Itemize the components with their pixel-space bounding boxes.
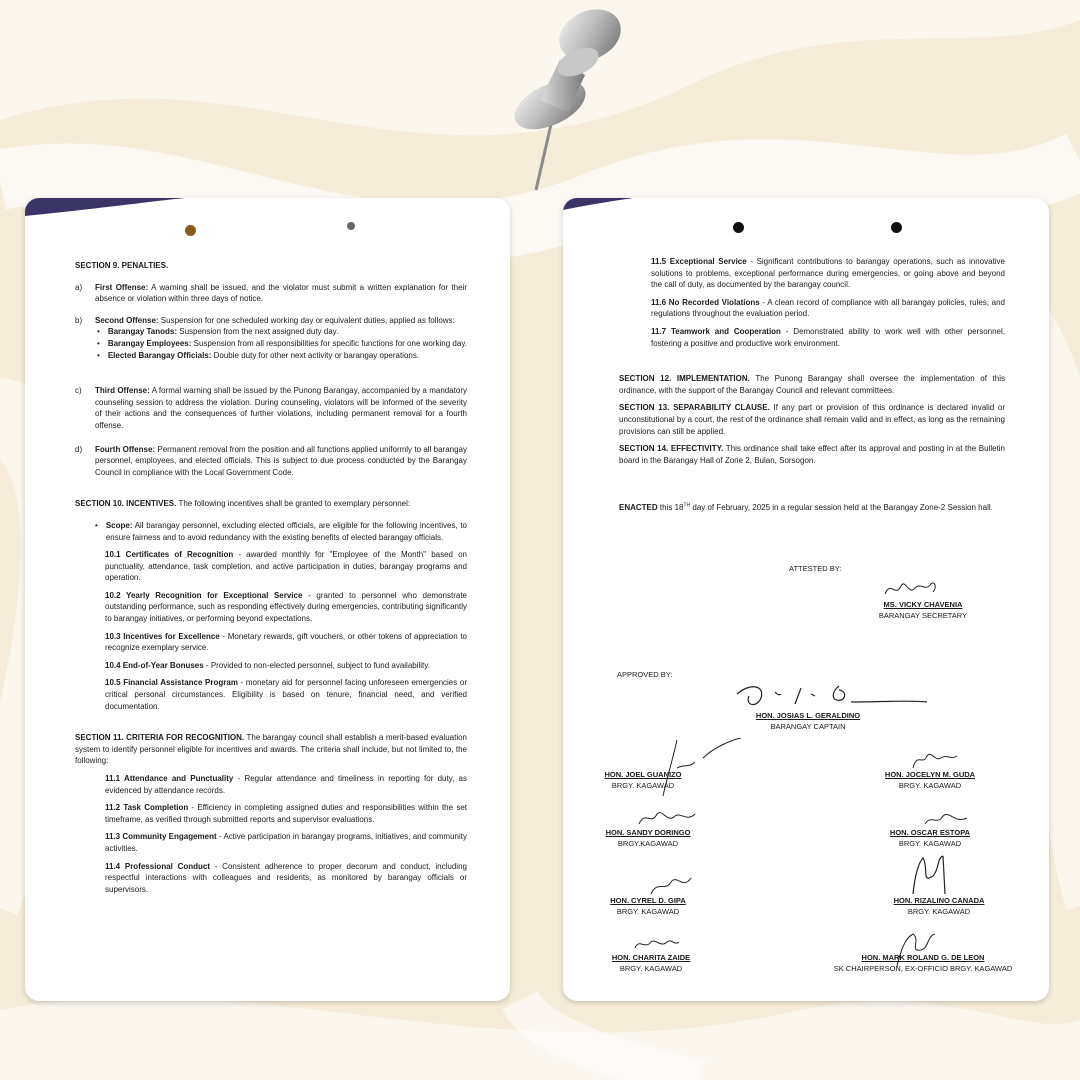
signatory-kagawad: HON. JOCELYN M. GUDA BRGY. KAGAWAD [884,770,976,790]
criteria-item: 11.2 Task Completion - Efficiency in completing assigned duties and responsibilities within the set timeframe, as verified through submitted reports and supervisor evaluations. [105,803,467,824]
list-item: • Barangay Employees: Suspension from all responsibilities for specific functions for one working day. [97,338,467,350]
signatory-kagawad: HON. CHARITA ZAIDE BRGY. KAGAWAD [611,953,691,973]
signature-image [907,854,957,898]
incentive-item: 10.1 Certificates of Recognition - awarded monthly for "Employee of the Month" based on punctuality, attendance, task completion, and active participation in duties, barangay programs and operation. [105,550,467,583]
attested-label: ATTESTED BY: [789,564,842,573]
signatory-kagawad: HON. JOEL GUANIZO BRGY. KAGAWAD [604,770,682,790]
criteria-item: 11.3 Community Engagement - Active participation in barangay programs, initiatives, and community activities. [105,832,467,853]
incentive-item: 10.3 Incentives for Excellence - Monetary rewards, gift vouchers, or other tokens of appreciation to recognize exemplary service. [105,631,467,653]
section-12: SECTION 12. IMPLEMENTATION. The Punong Barangay shall oversee the implementation of this ordinance, with the support of the Barangay Council and relevant committees. [619,374,1005,395]
criteria-item: 11.7 Teamwork and Cooperation - Demonstrated ability to work well with other personnel, fostering a positive and productive work environment. [651,326,1006,348]
signature-image [921,810,971,830]
incentive-item: 10.2 Yearly Recognition for Exceptional Service - granted to personnel who demonstrate outstanding performance, such as responding effectively during emergencies, contributing significantly to barangay initiatives, or performing beyond expectations. [105,590,467,624]
signature-image [909,748,959,772]
document-page-left [25,198,510,1001]
incentive-item: 10.4 End-of-Year Bonuses - Provided to non-elected personnel, subject to fund availability. [105,660,430,670]
left-page-text [75,260,467,895]
section-13: SECTION 13. SEPARABILITY CLAUSE. If any part or provision of this ordinance is declared invalid or unconstitutional by a court, the rest of the ordinance shall remain valid and in effect, as long as the remaining provisions can still be applied. [619,403,1005,436]
list-item: • Elected Barangay Officials: Double duty for other next activity or barangay operations. [97,350,467,362]
section-10: SECTION 10. INCENTIVES. The following incentives shall be granted to exemplary personnel: [75,499,411,509]
criteria-item: 11.5 Exceptional Service - Significant contributions to barangay operations, such as innovative solutions to problems, exceptional performance during emergencies, or going above and beyond the call of duty, as documented by the barangay council. [651,257,1005,290]
offense-item: a) First Offense: A warning shall be issued, and the violator must submit a written explanation for their absence or violation within three days of notice. [75,282,467,304]
approved-label: APPROVED BY: [617,670,673,679]
section-11-title: SECTION 11. CRITERIA FOR RECOGNITION. [75,733,245,743]
signature-image [881,576,941,602]
criteria-item: 11.4 Professional Conduct - Consistent adherence to proper decorum and conduct, including respectful interactions with colleagues and residents, as monitored by barangay officials or supervisors. [105,861,467,894]
criteria-item: 11.6 No Recorded Violations - A clean record of compliance with all barangay policies, rules, and regulations throughout the evaluation period. [651,297,1005,319]
signatory-secretary: MS. VICKY CHAVENIA BARANGAY SECRETARY [878,600,968,620]
section-9-title: SECTION 9. PENALTIES. [75,261,169,270]
offense-item: c) Third Offense: A formal warning shall be issued by the Punong Barangay, accompanied by a mandatory counseling session to address the violation. During counseling, violators will be informed of the severity of their actions and the consequences of further violations, including permanent removal for a fourth offense. [75,386,467,430]
page-tab-decoration [25,198,185,218]
signature-image [637,808,697,830]
criteria-item: 11.1 Attendance and Punctuality - Regular attendance and timeliness in reporting for duty, as evidenced by attendance records. [105,774,468,795]
signatory-kagawad: HON. CYREL D. GIPA BRGY. KAGAWAD [610,896,686,916]
incentive-item: 10.5 Financial Assistance Program - monetary aid for personnel facing unforeseen emergencies or critical personal circumstances. Eligibility is based on tenure, financial need, and verified documentation. [105,678,467,711]
signature-image [631,936,681,954]
section-10-title: SECTION 10. INCENTIVES. [75,499,177,509]
signature-image [731,680,931,710]
signatory-captain: HON. JOSIAS L. GERALDINO BARANGAY CAPTAIN [755,711,861,731]
signatory-kagawad: HON. MARK ROLAND G. DE LEON SK CHAIRPERSON, EX-OFFICIO BRGY. KAGAWAD [833,953,1013,973]
section-14: SECTION 14. EFFECTIVITY. This ordinance shall take effect after its approval and posting in at the Bulletin board in the Barangay Hall of Zone 2, Bulan, Sorsogon. [619,444,1005,465]
document-page-right [563,198,1049,1001]
punch-hole [733,222,744,233]
signatory-kagawad: HON. OSCAR ESTOPA BRGY. KAGAWAD [889,828,971,848]
offense-item: b) Second Offense: Suspension for one scheduled working day or equivalent duties, applied as follows: [75,315,455,325]
punch-hole [185,225,196,236]
punch-hole [891,222,902,233]
pushpin-icon [500,0,630,195]
enacted-line: ENACTED this 18TH day of February, 2025 in a regular session held at the Barangay Zone-2 Session hall. [619,502,993,513]
list-item: • Barangay Tanods: Suspension from the next assigned duty day. [97,326,467,338]
offense-item: d) Fourth Offense: Permanent removal from the position and all functions applied uniformly to all barangay personnel, employees, and elected officials. This is subject to due process conducted by the Barangay Council in compliance with the Local Government Code. [75,444,468,477]
penalty-bullets [77,326,467,361]
punch-hole [347,222,355,230]
scope-item: • Scope: All barangay personnel, excluding elected officials, are eligible for the following incentives, to ensure fairness and to avoid redundancy with the existing benefits of elected barangay officials. [95,520,467,543]
page-tab-decoration [563,198,633,218]
signatory-kagawad: HON. RIZALINO CANADA BRGY. KAGAWAD [893,896,985,916]
right-page-text [619,256,1005,514]
section-11: SECTION 11. CRITERIA FOR RECOGNITION. The barangay council shall establish a merit-based evaluation system to identify personnel eligible for incentives and awards. The criteria shall include, but not limited to, the following: [75,733,467,766]
signatory-kagawad: HON. SANDY DORINGO BRGY.KAGAWAD [605,828,691,848]
